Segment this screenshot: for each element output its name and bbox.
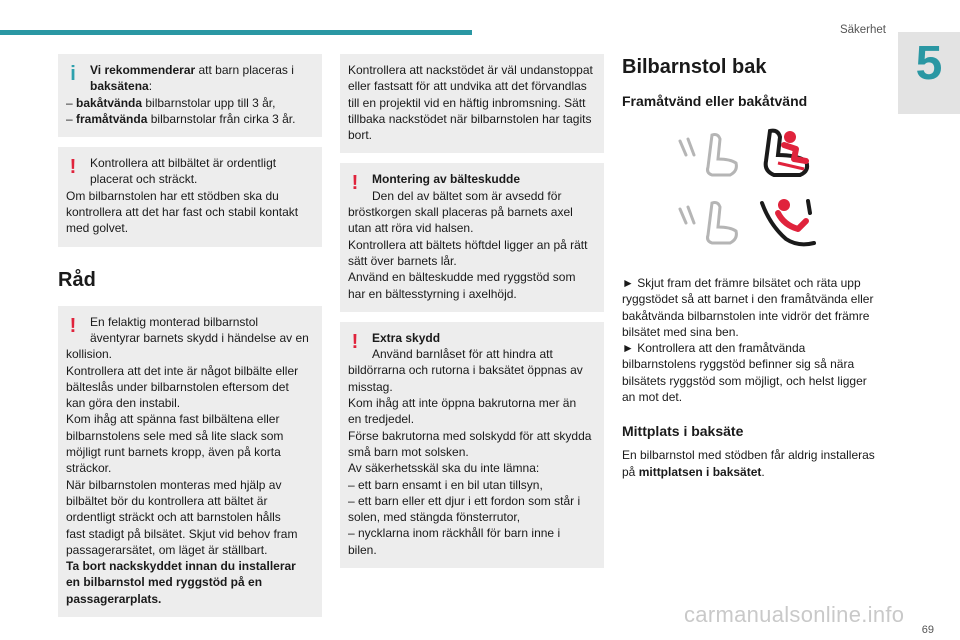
subheading-orientation: Framåtvänd eller bakåtvänd (622, 93, 808, 109)
warning-box-seatbelt (58, 147, 322, 246)
text-line: En bilbarnstol med stödben får aldrig installeras (622, 448, 875, 463)
text-line: bröstkorgen skall placeras på barnets axel (348, 205, 573, 220)
warning-title: Montering av bälteskudde (372, 172, 521, 187)
text-line: bilen. (348, 542, 377, 557)
text-line: ► Skjut fram det främre bilsätet och räta upp (622, 276, 861, 290)
text-line: med golvet. (66, 221, 129, 236)
text-line: bilsätet med sina ben. (622, 324, 739, 339)
text-line: ► Kontrollera att den framåtvända (622, 341, 806, 356)
warning-icon: ! (351, 172, 359, 195)
text-line: en tredjedel. (348, 412, 415, 427)
text-line: sträckor. (66, 461, 112, 476)
illustration-forward (672, 127, 820, 192)
text-line: Kom ihåg att inte öppna bakrutorna mer än (348, 396, 577, 411)
text-line: När bilbarnstolen monteras med hjälp av (66, 477, 282, 492)
seat-forward-icon (672, 127, 756, 192)
text-line: Använd en bälteskudde med ryggstöd som (348, 270, 576, 285)
text-line: eller fastsatt för att undvika att det förvandlas (348, 79, 587, 94)
text-line: Om bilbarnstolen har ett stödben ska du (66, 188, 279, 203)
text-line: fast stadigt på bilsätet. Skjut vid behov fram (66, 526, 298, 541)
section-title: Säkerhet (839, 24, 886, 36)
text-line: äventyrar barnets skydd i händelse av en (90, 330, 309, 345)
text-line: passagerarsätet, om läget är ställbart. (66, 542, 268, 557)
warning-icon: ! (69, 156, 77, 179)
text-line: solen, med stängda fönsterrutor, (348, 510, 521, 525)
warning-title: Extra skydd (372, 330, 441, 345)
text-line: utan att röra vid halsen. (348, 221, 474, 236)
text-line: Kom ihåg att spänna fast bilbältena eller (66, 412, 280, 427)
text-line: an mot det. (622, 390, 683, 405)
text-line: Använd barnlåset för att hindra att (372, 347, 553, 362)
text-line-bold: Ta bort nackskyddet innan du installerar (66, 559, 296, 574)
info-item-1: – bakåtvända bilbarnstolar upp till 3 år, (66, 95, 276, 110)
text-line: bilbarnstolens ryggstöd befinner sig så nära (622, 357, 855, 372)
text-line: till en projektil vid en häftig inbromsning. Sätt (348, 95, 586, 110)
text-line: på mittplatsen i baksätet. (622, 464, 765, 479)
text-line: Kontrollera att det inte är något bilbälte eller (66, 363, 299, 378)
text-line: – ett barn ensamt i en bil utan tillsyn, (348, 477, 543, 492)
text-line: har en bältesstyrning i axelhöjd. (348, 286, 517, 301)
header-accent-bar (0, 30, 472, 35)
info-item-2: – framåtvända bilbarnstolar från cirka 3 år. (66, 111, 296, 126)
chapter-number: 5 (915, 37, 943, 90)
text-line-bold: en bilbarnstol med ryggstöd på en (66, 575, 263, 590)
text-line: kollision. (66, 347, 113, 362)
info-icon: i (70, 63, 76, 85)
info-line-1: Vi rekommenderar att barn placeras i (90, 63, 294, 77)
text-line-bold: passagerarplats. (66, 591, 162, 606)
seat-rear-icon (672, 195, 756, 260)
child-seat-rear-icon (756, 195, 820, 260)
child-seat-illustration (622, 127, 882, 267)
text-line: kan göra den instabil. (66, 396, 181, 411)
instruction-text (622, 275, 882, 405)
text-line: möjligt runt barnets kropp, även på korta (66, 445, 281, 460)
info-line-2: baksätena: (90, 79, 153, 94)
text-line: Kontrollera att bilbältet är ordentligt (90, 156, 277, 171)
column-right (622, 54, 882, 480)
text-line: kontrollera att det har fast och stabil kontakt (66, 205, 299, 220)
chapter-tab (898, 32, 960, 114)
heading-middle-seat: Mittplats i baksäte (622, 423, 744, 440)
text-line: sätt över barnets lår. (348, 253, 457, 268)
text-line: ryggstödet så att barnet i den framåtvända eller (622, 292, 874, 307)
warning-icon: ! (69, 314, 77, 337)
note-box-headrest (340, 54, 604, 153)
text-line: tillbaka nackstödet när bilbarnstolen har tagits (348, 111, 592, 126)
text-line: misstag. (348, 379, 393, 394)
heading-child-seat-rear: Bilbarnstol bak (622, 56, 767, 78)
column-middle (340, 54, 604, 578)
page-number: 69 (921, 624, 934, 636)
text-line: Kontrollera att nackstödet är väl undanstoppat (348, 63, 593, 77)
heading-rad: Råd (58, 268, 96, 291)
illustration-rearward (672, 195, 820, 260)
text-line: Den del av bältet som är avsedd för (372, 188, 562, 203)
text-line: Kontrollera att bältets höftdel ligger an på rätt (348, 237, 588, 252)
text-line: bilbarnstolens sele med så lite slack som (66, 428, 284, 443)
text-line: bildörrarna och rutorna i baksätet öppnas av (348, 363, 583, 378)
watermark: carmanualsonline.info (684, 602, 905, 627)
text-line: bakåtvända bilbarnstolen inte vidrör det främre (622, 308, 870, 323)
warning-box-extra-protection (340, 322, 604, 568)
text-line: placerat och sträckt. (90, 172, 198, 187)
child-seat-forward-icon (756, 127, 820, 192)
text-line: bälteslås under bilbarnstolen eftersom det (66, 379, 289, 394)
column-left (58, 54, 322, 627)
text-line: Av säkerhetsskäl ska du inte lämna: (348, 461, 540, 476)
text-line: bilbältet bör du kontrollera att bältet är (66, 493, 268, 508)
warning-box-advice (58, 306, 322, 617)
warning-icon: ! (351, 330, 359, 353)
text-line: små barn mot solsken. (348, 444, 469, 459)
text-line: – nycklarna inom räckhåll för barn inne i (348, 526, 561, 541)
text-line: Förse bakrutorna med solskydd för att skydda (348, 428, 592, 443)
text-line: En felaktig monterad bilbarnstol (90, 314, 259, 329)
text-line: bilsätets ryggstöd som möjligt, och helst ligger (622, 373, 867, 388)
text-line: – ett barn eller ett djur i ett fordon som står i (348, 493, 581, 508)
info-box-recommendation (58, 54, 322, 137)
text-line: ordentligt sträckt och att barnstolen hålls (66, 510, 281, 525)
middle-seat-text (622, 447, 882, 480)
warning-box-booster (340, 163, 604, 311)
text-line: bort. (348, 128, 373, 143)
